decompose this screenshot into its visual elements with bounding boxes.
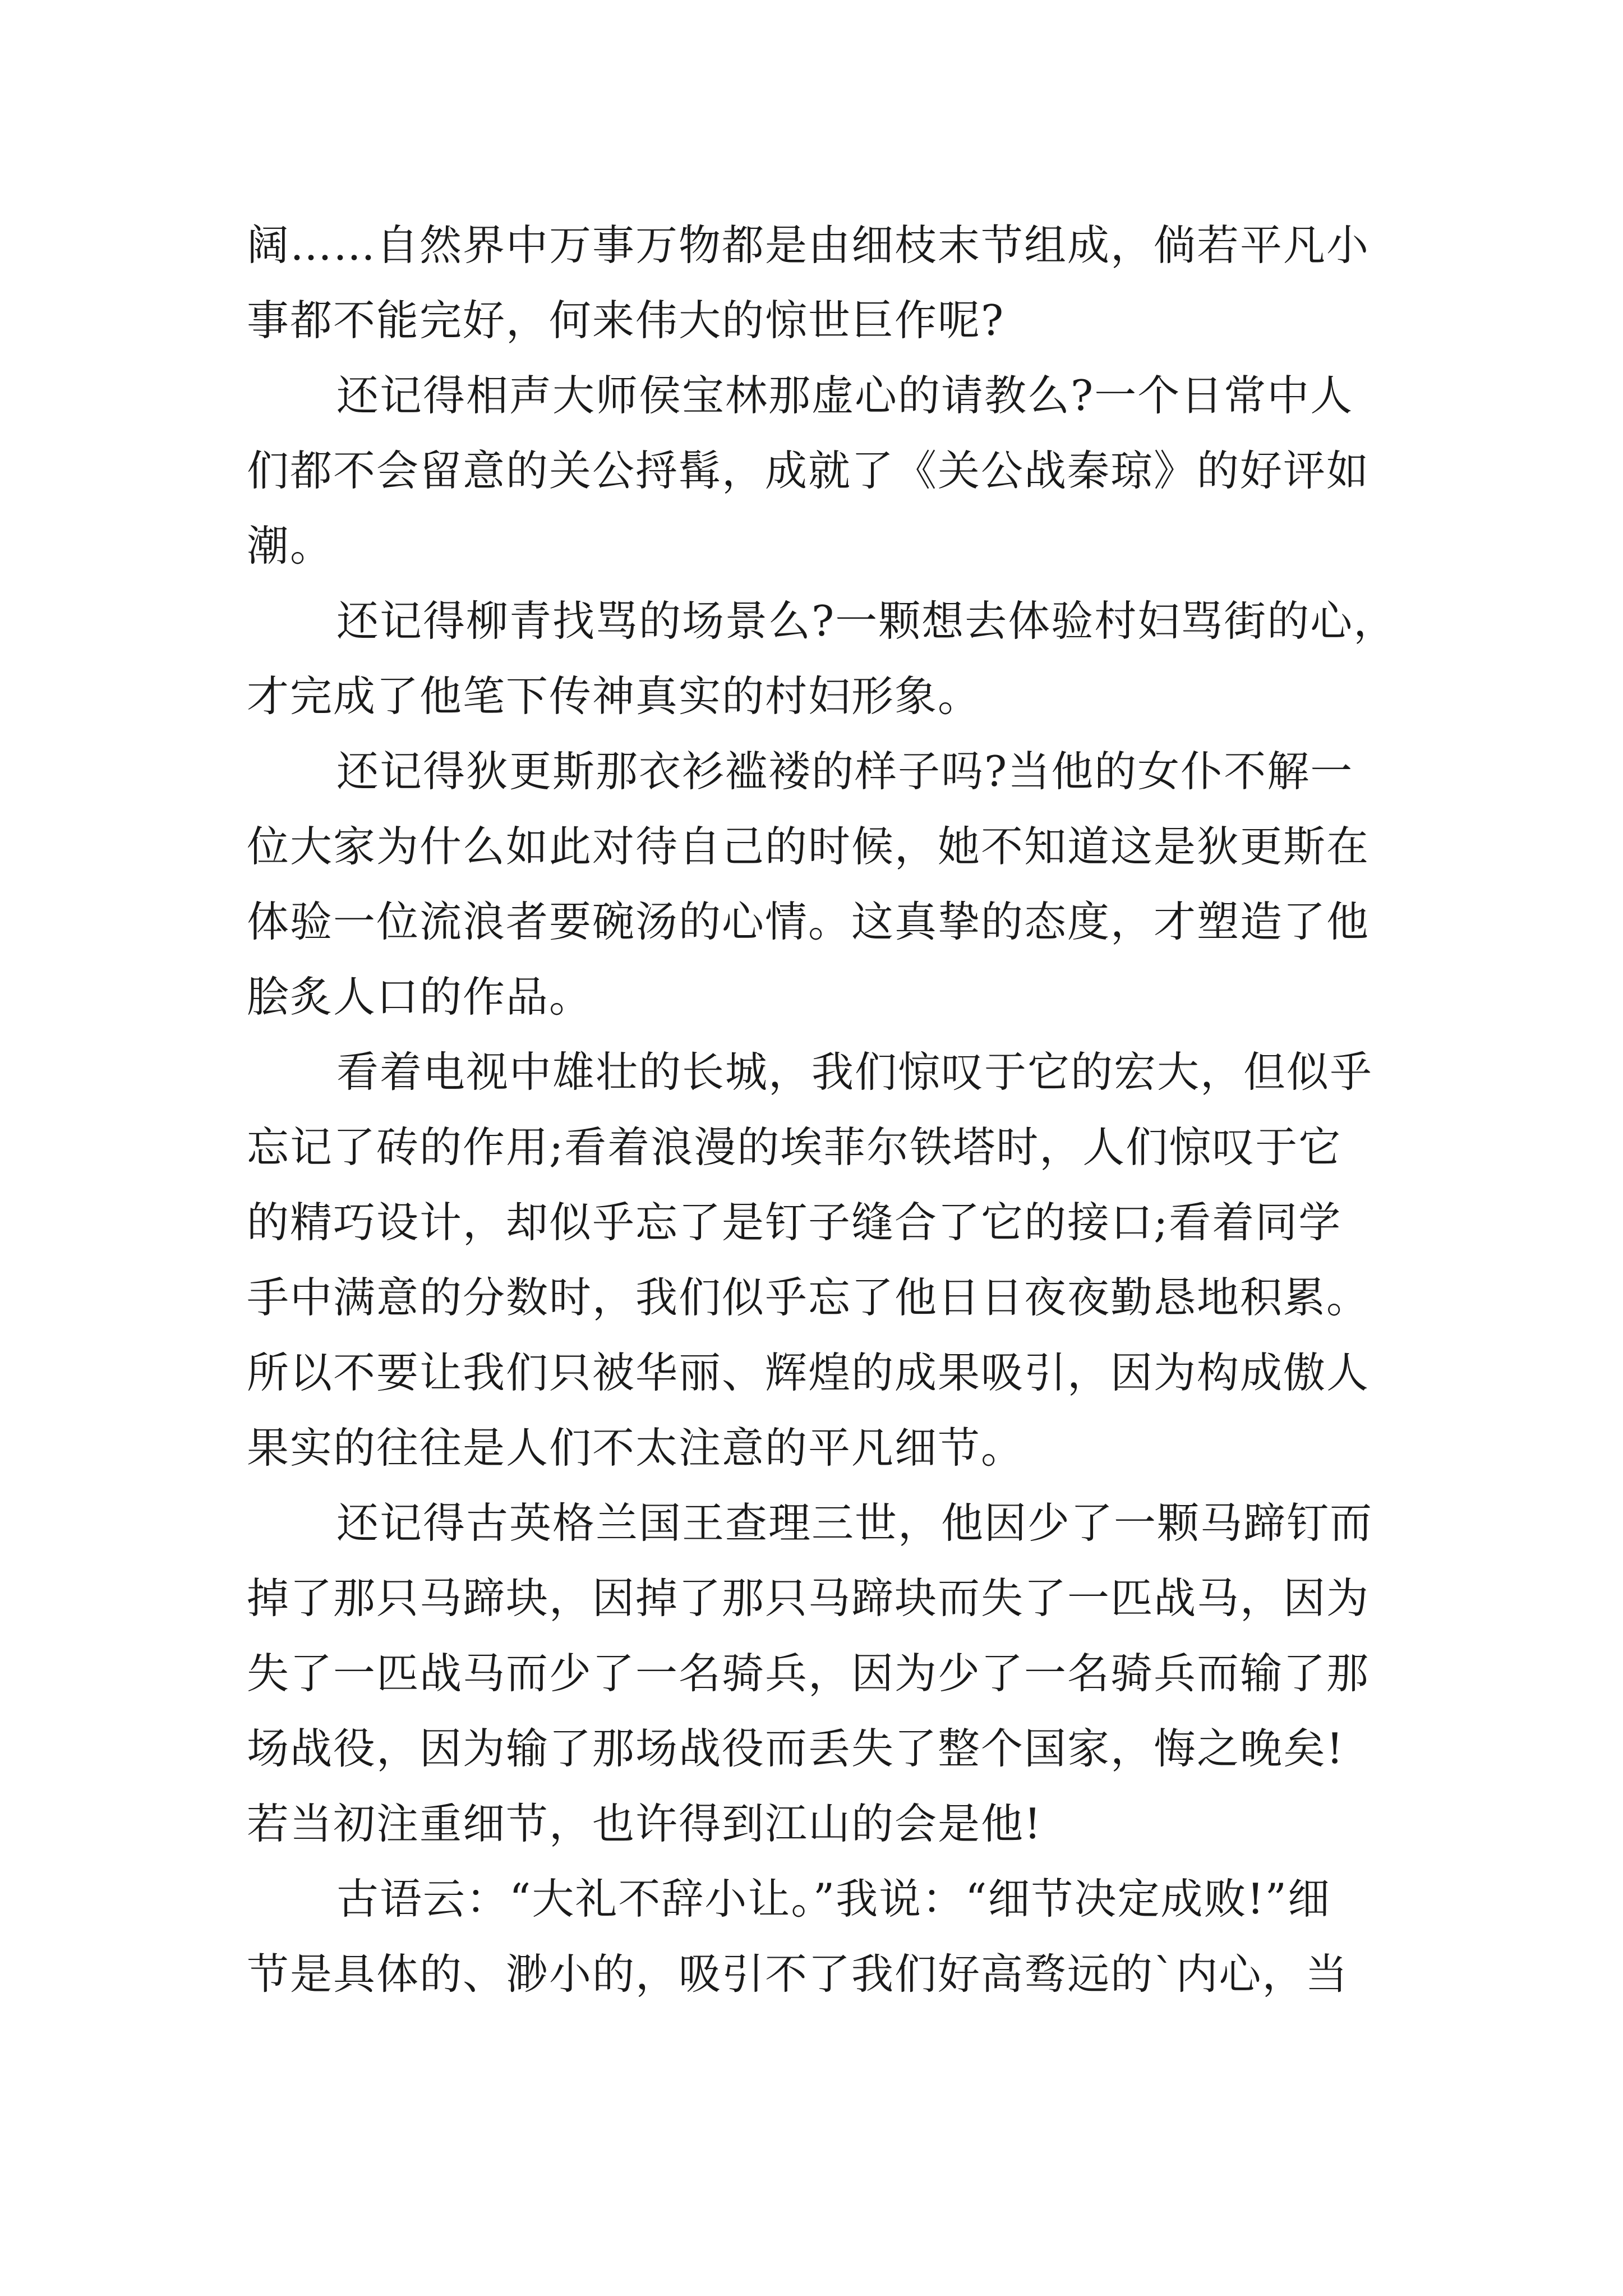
text-line: 位大家为什么如此对待自己的时候，她不知道这是狄更斯在 <box>247 822 1370 871</box>
text-line: 脍炙人口的作品。 <box>247 972 593 1022</box>
text-line: 手中满意的分数时，我们似乎忘了他日日夜夜勤恳地积累。 <box>247 1273 1370 1322</box>
text-line: 节是具体的、渺小的，吸引不了我们好高骛远的`内心，当 <box>247 1949 1349 1999</box>
text-line: 若当初注重细节，也许得到江山的会是他! <box>247 1799 1043 1848</box>
paragraph-start-line: 还记得相声大师侯宝林那虚心的请教么?一个日常中人 <box>336 371 1354 420</box>
paragraph-start-line: 古语云：“大礼不辞小让。”我说：“细节决定成败!”细 <box>336 1874 1331 1924</box>
text-line: 失了一匹战马而少了一名骑兵，因为少了一名骑兵而输了那 <box>247 1649 1370 1698</box>
text-line: 阔……自然界中万事万物都是由细枝末节组成，倘若平凡小 <box>247 220 1370 270</box>
paragraph-start-line: 还记得古英格兰国王查理三世，他因少了一颗马蹄钉而 <box>336 1498 1373 1548</box>
paragraph-start-line: 看着电视中雄壮的长城，我们惊叹于它的宏大，但似乎 <box>336 1047 1373 1097</box>
text-line: 潮。 <box>247 521 334 570</box>
text-line: 忘记了砖的作用;看着浪漫的埃菲尔铁塔时，人们惊叹于它 <box>247 1122 1342 1172</box>
essay-body <box>247 208 1397 2012</box>
text-line: 才完成了他笔下传神真实的村妇形象。 <box>247 671 981 721</box>
text-line: 所以不要让我们只被华丽、辉煌的成果吸引，因为构成傲人 <box>247 1348 1370 1397</box>
paragraph-start-line: 还记得狄更斯那衣衫褴褛的样子吗?当他的女仆不解一 <box>336 747 1354 796</box>
text-line: 们都不会留意的关公捋髯，成就了《关公战秦琼》的好评如 <box>247 446 1370 495</box>
text-line: 掉了那只马蹄块，因掉了那只马蹄块而失了一匹战马，因为 <box>247 1573 1370 1623</box>
text-line: 果实的往往是人们不太注意的平凡细节。 <box>247 1423 1025 1473</box>
text-line: 的精巧设计，却似乎忘了是钉子缝合了它的接口;看着同学 <box>247 1198 1342 1247</box>
text-line: 体验一位流浪者要碗汤的心情。这真挚的态度，才塑造了他 <box>247 897 1370 946</box>
paragraph-start-line: 还记得柳青找骂的场景么?一颗想去体验村妇骂街的心， <box>336 596 1397 646</box>
text-line: 场战役，因为输了那场战役而丢失了整个国家，悔之晚矣! <box>247 1724 1345 1773</box>
text-line: 事都不能完好，何来伟大的惊世巨作呢? <box>247 296 1005 345</box>
